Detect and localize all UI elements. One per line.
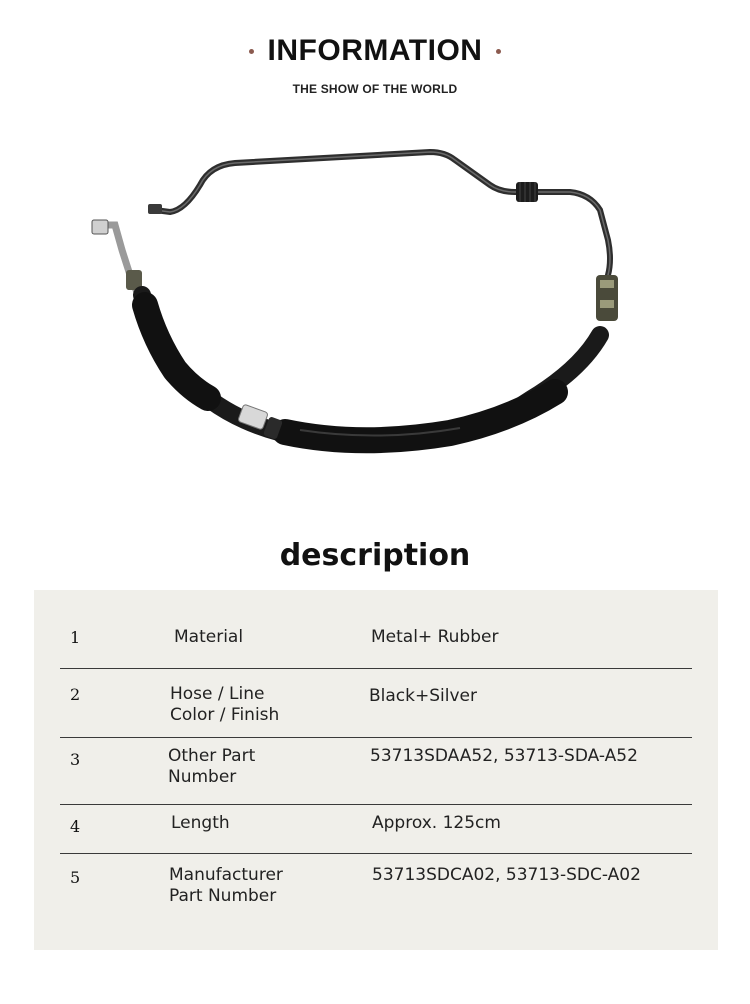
row-value: Black+Silver [369,686,477,706]
row-label: Length [171,813,230,833]
row-number: 5 [70,868,81,887]
page-subtitle: THE SHOW OF THE WORLD [292,82,458,96]
row-label: Manufacturer Part Number [169,865,283,906]
spec-table [34,590,718,950]
dot-left-icon [249,49,254,54]
row-number: 2 [70,685,81,704]
page-title: INFORMATION [267,34,483,67]
row-label: Other Part Number [168,746,256,787]
row-number: 1 [70,628,81,647]
title-row [0,34,750,68]
table-row [60,590,692,669]
row-label: Hose / Line Color / Finish [170,684,280,725]
row-value: 53713SDAA52, 53713-SDA-A52 [370,746,638,766]
row-number: 4 [70,817,81,836]
dot-right-icon [496,49,501,54]
row-value: Metal+ Rubber [371,627,499,647]
description-heading: description [279,538,471,573]
power-steering-hose-image [60,130,680,490]
table-row [60,669,692,738]
table-row [60,805,692,854]
table-row [60,738,692,805]
header [0,34,750,96]
row-value: 53713SDCA02, 53713-SDC-A02 [372,865,641,885]
row-number: 3 [70,750,81,769]
table-row [60,854,692,934]
row-value: Approx. 125cm [372,813,501,833]
row-label: Material [174,627,244,647]
